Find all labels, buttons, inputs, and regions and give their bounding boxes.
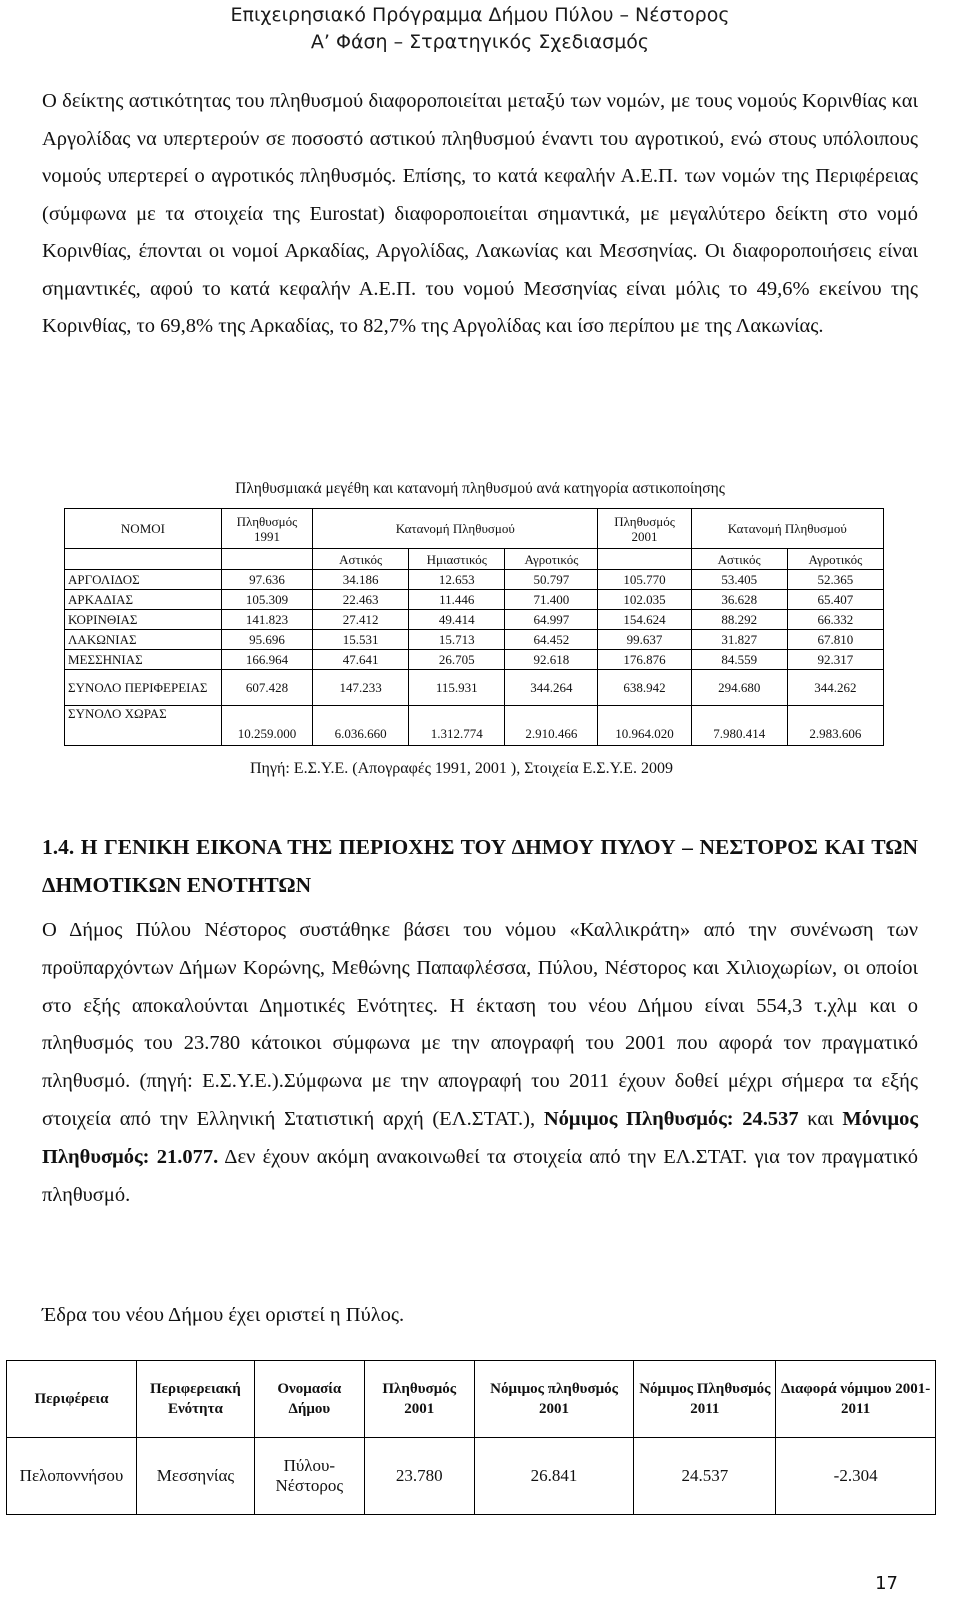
- cell-semi: 15.713: [409, 630, 505, 650]
- cell-rural2: 65.407: [787, 590, 883, 610]
- header-difference: Διαφορά νόμιμου 2001-2011: [776, 1361, 936, 1438]
- cell-rural2: 66.332: [787, 610, 883, 630]
- subheader-rural2: Αγροτικός: [787, 549, 883, 570]
- header-pop1991: Πληθυσμός 1991: [221, 509, 312, 549]
- cell-semi: 1.312.774: [409, 706, 505, 746]
- cell-rural: 64.452: [505, 630, 598, 650]
- cell-urban2: 294.680: [691, 670, 787, 706]
- cell-semi: 26.705: [409, 650, 505, 670]
- table-row: [65, 706, 884, 746]
- cell-rural2: 52.365: [787, 570, 883, 590]
- table2-header-row: [7, 1361, 936, 1438]
- header-legal-population-2011: Νόμιμος Πληθυσμός 2011: [634, 1361, 776, 1438]
- table1-subheader-row: [65, 549, 884, 570]
- paragraph-urbanization: Ο δείκτης αστικότητας του πληθυσμού διαφοροποιείται μεταξύ των νομών, με τους νομούς Κορινθίας και Αργολίδας να υπερτερούν σε ποσοστό αστικού πληθυσμού έναντι του αγροτικού, ενώ στους υπόλοιπους νομούς υπερτερεί ο αγροτικός πληθυσμός. Επίσης, το κατά κεφαλήν Α.Ε.Π. των νομών της Περιφέρειας (σύμφωνα με τα στοιχεία της Eurostat) διαφοροποιείται σημαντικά, με μεγαλύτερο δείκτη στο νομό Κορινθίας, έπονται οι νομοί Αρκαδίας, Αργολίδας, Λακωνίας και Μεσσηνίας. Οι διαφοροποιήσεις είναι σημαντικές, αφού το κατά κεφαλήν Α.Ε.Π. του νομού Μεσσηνίας είναι μόλις το 49,6% εκείνου της Κορινθίας, το 69,8% της Αρκαδίας, το 82,7% της Αργολίδας και ίσο περίπου με της Λακωνίας.: [42, 90, 918, 337]
- cell-urban2: 36.628: [691, 590, 787, 610]
- empty-cell: [221, 549, 312, 570]
- section-title: 1.4. Η ΓΕΝΙΚΗ ΕΙΚΟΝΑ ΤΗΣ ΠΕΡΙΟΧΗΣ ΤΟΥ ΔΗΜΟΥ ΠΥΛΟΥ – ΝΕΣΤΟΡΟΣ ΚΑΙ ΤΩΝ ΔΗΜΟΤΙΚΩΝ ΕΝΟΤΗΤΩΝ: [42, 835, 918, 897]
- cell-rural2: 92.317: [787, 650, 883, 670]
- cell-rural2: 67.810: [787, 630, 883, 650]
- cell-rural2: 2.983.606: [787, 706, 883, 746]
- table-row: [65, 610, 884, 630]
- cell-rural: 71.400: [505, 590, 598, 610]
- table-row: [65, 590, 884, 610]
- page-number: 17: [875, 1573, 898, 1594]
- table-row: [65, 650, 884, 670]
- header-dist2001: Κατανομή Πληθυσμού: [691, 509, 883, 549]
- header-municipality-name: Ονομασία Δήμου: [254, 1361, 364, 1438]
- cell-pop1991: 141.823: [221, 610, 312, 630]
- cell-pop1991: 166.964: [221, 650, 312, 670]
- cell-rural: 64.997: [505, 610, 598, 630]
- table-row: [7, 1438, 936, 1515]
- header-nomoi: ΝΟΜΟΙ: [65, 509, 222, 549]
- cell-name: ΣΥΝΟΛΟ ΧΩΡΑΣ: [65, 706, 222, 746]
- cell-name: ΑΡΚΑΔΙΑΣ: [65, 590, 222, 610]
- header-title: Επιχειρησιακό Πρόγραμμα Δήμου Πύλου – Νέστορος: [230, 4, 730, 26]
- cell-pop1991: 95.696: [221, 630, 312, 650]
- cell-urban: 47.641: [313, 650, 409, 670]
- header-pop2001: Πληθυσμός 2001: [598, 509, 691, 549]
- cell-pop2001: 99.637: [598, 630, 691, 650]
- population-table: [64, 508, 884, 746]
- cell-urban2: 31.827: [691, 630, 787, 650]
- cell-name: ΑΡΓΟΛΙΔΟΣ: [65, 570, 222, 590]
- cell-urban2: 53.405: [691, 570, 787, 590]
- cell-rural2: 344.262: [787, 670, 883, 706]
- cell-pop2001: 105.770: [598, 570, 691, 590]
- permanent-population: Μόνιμος Πληθυσμός: 21.077.: [42, 1107, 919, 1168]
- cell-regional-unit: Μεσσηνίας: [136, 1438, 254, 1515]
- cell-urban: 27.412: [313, 610, 409, 630]
- cell-pop2001: 176.876: [598, 650, 691, 670]
- table1-header-row: [65, 509, 884, 549]
- legal-population: Νόμιμος Πληθυσμός: 24.537: [543, 1107, 799, 1130]
- cell-urban: 22.463: [313, 590, 409, 610]
- cell-legal-population-2001: 26.841: [474, 1438, 634, 1515]
- table-row: [65, 630, 884, 650]
- cell-population-2001: 23.780: [364, 1438, 474, 1515]
- cell-municipality-name: Πύλου-Νέστορος: [254, 1438, 364, 1515]
- subheader-semi: Ημιαστικός: [409, 549, 505, 570]
- table1-source: Πηγή: Ε.Σ.Υ.Ε. (Απογραφές 1991, 2001 ), Στοιχεία Ε.Σ.Υ.Ε. 2009: [250, 760, 673, 777]
- municipality-table: [6, 1360, 936, 1515]
- cell-region: Πελοποννήσου: [7, 1438, 137, 1515]
- cell-name: ΜΕΣΣΗΝΙΑΣ: [65, 650, 222, 670]
- cell-semi: 49.414: [409, 610, 505, 630]
- cell-pop1991: 10.259.000: [221, 706, 312, 746]
- cell-urban: 147.233: [313, 670, 409, 706]
- cell-pop2001: 638.942: [598, 670, 691, 706]
- empty-cell: [598, 549, 691, 570]
- cell-urban2: 7.980.414: [691, 706, 787, 746]
- paragraph-municipality: [42, 912, 918, 1214]
- cell-pop2001: 10.964.020: [598, 706, 691, 746]
- cell-name: ΣΥΝΟΛΟ ΠΕΡΙΦΕΡΕΙΑΣ: [65, 670, 222, 706]
- cell-urban: 6.036.660: [313, 706, 409, 746]
- para2-text: Δεν έχουν ακόμη ανακοινωθεί τα στοιχεία από την ΕΛ.ΣΤΑΤ. για τον πραγματικό πληθυσμό.: [42, 1145, 918, 1206]
- empty-cell: [65, 549, 222, 570]
- table-row: [65, 570, 884, 590]
- header-legal-population-2001: Νόμιμος πληθυσμός 2001: [474, 1361, 634, 1438]
- table-row: [65, 670, 884, 706]
- cell-legal-population-2011: 24.537: [634, 1438, 776, 1515]
- cell-pop2001: 154.624: [598, 610, 691, 630]
- cell-difference: -2.304: [776, 1438, 936, 1515]
- cell-urban2: 88.292: [691, 610, 787, 630]
- cell-urban: 15.531: [313, 630, 409, 650]
- subheader-urban: Αστικός: [313, 549, 409, 570]
- page-header: [0, 0, 960, 56]
- cell-pop1991: 105.309: [221, 590, 312, 610]
- table1-caption: Πληθυσμιακά μεγέθη και κατανομή πληθυσμού ανά κατηγορία αστικοποίησης: [235, 480, 725, 497]
- cell-rural: 92.618: [505, 650, 598, 670]
- cell-rural: 50.797: [505, 570, 598, 590]
- cell-rural: 2.910.466: [505, 706, 598, 746]
- cell-semi: 12.653: [409, 570, 505, 590]
- cell-rural: 344.264: [505, 670, 598, 706]
- cell-name: ΚΟΡΙΝΘΙΑΣ: [65, 610, 222, 630]
- subheader-rural: Αγροτικός: [505, 549, 598, 570]
- header-dist1991: Κατανομή Πληθυσμού: [313, 509, 598, 549]
- paragraph-seat: Έδρα του νέου Δήμου έχει οριστεί η Πύλος.: [42, 1304, 405, 1326]
- cell-pop1991: 97.636: [221, 570, 312, 590]
- para2-text: Ο Δήμος Πύλου Νέστορος συστάθηκε βάσει του νόμου «Καλλικράτη» από την συνένωση των προϋπαρχόντων Δήμων Κορώνης, Μεθώνης Παπαφλέσσα, Πύλου, Νέστορος και Χιλιοχωρίων, οι οποίοι στο εξής αποκαλούνται Δημοτικές Ενότητες. Η έκταση του νέου Δήμου είναι 554,3 τ.χλμ και ο πληθυσμός του 23.780 κάτοικοι σύμφωνα με την απογραφή του 2001 που αφορά τον πραγματικό πληθυσμό. (πηγή: Ε.Σ.Υ.Ε.).Σύμφωνα με την απογραφή του 2011 έχουν δοθεί μέχρι σήμερα τα εξής στοιχεία από την Ελληνική Στατιστική αρχή (ΕΛ.ΣΤΑΤ.),: [42, 919, 918, 1130]
- subheader-urban2: Αστικός: [691, 549, 787, 570]
- cell-urban: 34.186: [313, 570, 409, 590]
- header-population-2001: Πληθυσμός 2001: [364, 1361, 474, 1438]
- cell-urban2: 84.559: [691, 650, 787, 670]
- header-regional-unit: Περιφερειακή Ενότητα: [136, 1361, 254, 1438]
- cell-semi: 11.446: [409, 590, 505, 610]
- para2-text: και: [798, 1107, 843, 1130]
- header-region: Περιφέρεια: [7, 1361, 137, 1438]
- cell-semi: 115.931: [409, 670, 505, 706]
- cell-pop1991: 607.428: [221, 670, 312, 706]
- cell-pop2001: 102.035: [598, 590, 691, 610]
- cell-name: ΛΑΚΩΝΙΑΣ: [65, 630, 222, 650]
- header-subtitle: Α’ Φάση – Στρατηγικός Σχεδιασμός: [310, 31, 650, 53]
